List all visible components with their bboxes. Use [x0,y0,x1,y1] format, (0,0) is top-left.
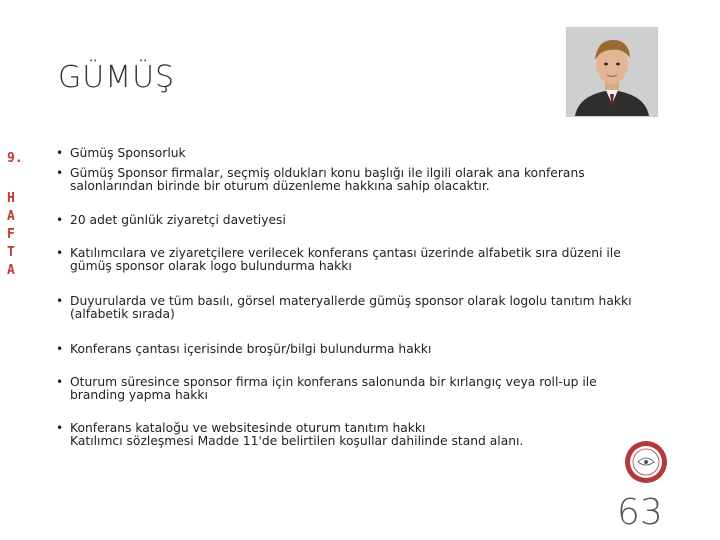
side-letter: F [7,227,15,242]
side-letter: H [7,191,15,206]
bullet-item: • Duyurularda ve tüm basılı, görsel materyallerde gümüş sponsor olarak logolu tanıtım hakkı [56,295,666,308]
bullet-item: • Oturum süresince sponsor firma için konferans salonunda bir kırlangıç veya roll-up ile [56,376,666,389]
side-number: 9. [7,151,23,166]
bullet-continuation: (alfabetik sırada) [70,307,175,321]
organization-seal-icon [624,440,668,484]
bullet-item: • Konferans çantası içerisinde broşür/bilgi bulundurma hakkı [56,343,666,356]
side-letter: T [7,245,15,260]
bullet-continuation: Katılımcı sözleşmesi Madde 11'de belirtilen koşullar dahilinde stand alanı. [70,434,524,448]
person-photo [566,27,658,117]
bullet-continuation: branding yapma hakkı [70,388,208,402]
side-letter: A [7,209,15,224]
bullet-item: • Gümüş Sponsorluk [56,147,666,160]
bullet-item: • Konferans kataloğu ve websitesinde oturum tanıtım hakkı [56,422,666,435]
bullet-item: • Gümüş Sponsor firmalar, seçmiş oldukları konu başlığı ile ilgili olarak ana konferans [56,167,666,180]
bullet-item: • 20 adet günlük ziyaretçi davetiyesi [56,214,666,227]
bullet-continuation: salonlarından birinde bir oturum düzenleme hakkına sahip olacaktır. [70,179,490,193]
page-number: 63 [617,492,663,533]
side-label [7,150,29,280]
slide-title: GÜMÜŞ [58,60,176,95]
person-photo-icon [567,28,657,116]
bullet-continuation: gümüş sponsor olarak logo bulundurma hakkı [70,259,352,273]
side-letter: A [7,263,15,278]
bullet-list [56,145,666,448]
bullet-item: • Katılımcılara ve ziyaretçilere verilecek konferans çantası üzerinde alfabetik sıra düzeni ile [56,247,666,260]
